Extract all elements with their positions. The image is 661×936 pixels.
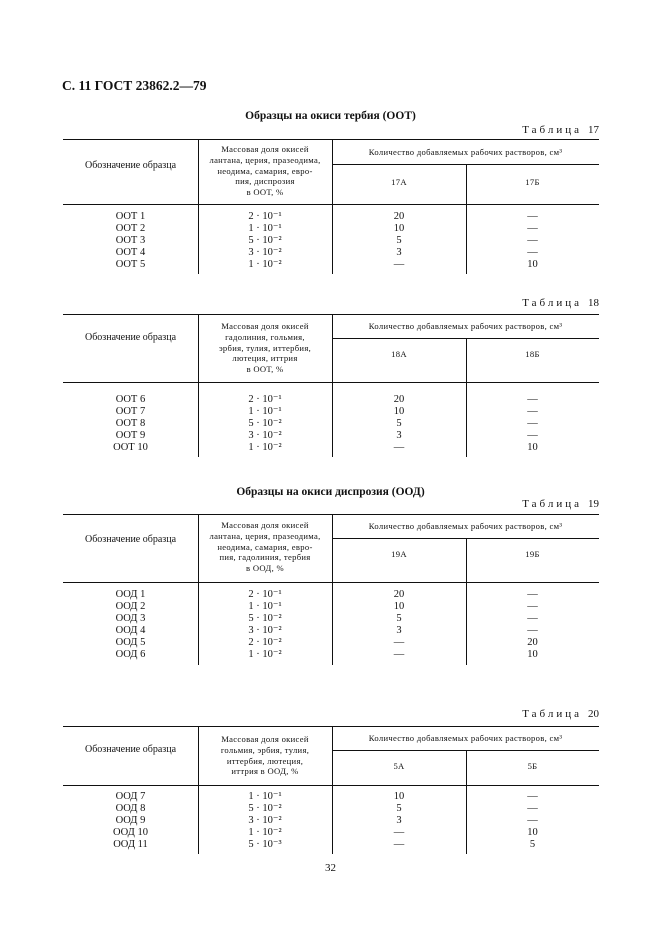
col-solution-amount: Количество добавляемых рабочих растворов, см³ <box>368 733 563 743</box>
section-title-terbium: Образцы на окиси тербия (ООТ) <box>245 110 416 122</box>
table-row: ООТ 8 5 · 10⁻² 5 — <box>115 418 538 429</box>
table-row: ООД 10 1 · 10⁻² — 10 <box>113 827 538 838</box>
table-row: ООД 4 3 · 10⁻² 3 — <box>115 625 538 636</box>
page-number: 32 <box>325 862 336 874</box>
table-row: ООД 6 1 · 10⁻² — 10 <box>115 649 538 660</box>
subcol-solution-a: 18А <box>391 349 407 359</box>
table-label-20: Таблица 20 <box>522 708 599 720</box>
subcol-solution-b: 5Б <box>527 761 538 771</box>
table-row: ООД 7 1 · 10⁻¹ 10 — <box>115 791 538 802</box>
col-sample-designation: Обозначение образца <box>84 744 177 755</box>
table-row: ООД 3 5 · 10⁻² 5 — <box>115 613 538 624</box>
table-label-19: Таблица 19 <box>522 498 599 510</box>
subcol-solution-b: 17Б <box>525 177 540 187</box>
col-solution-amount: Количество добавляемых рабочих растворов, см³ <box>368 147 563 157</box>
table-row: ООТ 10 1 · 10⁻² — 10 <box>113 442 538 453</box>
table-row: ООД 5 2 · 10⁻² — 20 <box>115 637 538 648</box>
table-row: ООД 8 5 · 10⁻² 5 — <box>115 803 538 814</box>
table-header <box>63 726 599 786</box>
col-sample-designation: Обозначение образца <box>84 332 177 343</box>
col-solution-amount: Количество добавляемых рабочих растворов, см³ <box>368 321 563 331</box>
subcol-solution-a: 19А <box>391 549 407 559</box>
table-row: ООД 1 2 · 10⁻¹ 20 — <box>115 589 538 600</box>
table-row: ООТ 6 2 · 10⁻¹ 20 — <box>115 394 538 405</box>
col-mass-fraction: Массовая доля окисей лантана, церия, празеодима, неодима, самария, евро- пия, диспрозия в ООТ, % <box>209 144 321 198</box>
subcol-solution-b: 18Б <box>525 349 540 359</box>
col-mass-fraction: Массовая доля окисей лантана, церия, празеодима, неодима, самария, евро- пия, гадолиния, тербия в ООД, % <box>209 520 321 574</box>
col-mass-fraction: Массовая доля окисей гольмия, эрбия, тулия, иттербия, лютеция, иттрия в ООД, % <box>220 734 310 777</box>
table-row: ООТ 1 2 · 10⁻¹ 20 — <box>115 211 538 222</box>
page-header: С. 11 ГОСТ 23862.2—79 <box>62 78 207 93</box>
table-header <box>63 314 599 383</box>
col-sample-designation: Обозначение образца <box>84 160 177 171</box>
subcol-solution-a: 17А <box>391 177 407 187</box>
table-row: ООТ 2 1 · 10⁻¹ 10 — <box>115 223 538 234</box>
col-mass-fraction: Массовая доля окисей гадолиния, гольмия, эрбия, тулия, иттербия, лютеция, иттрия в ООТ, % <box>218 321 312 375</box>
table-row: ООД 11 5 · 10⁻³ — 5 <box>113 839 536 850</box>
section-title-dysprosium: Образцы на окиси диспрозия (ООД) <box>236 486 425 498</box>
table-row: ООТ 7 1 · 10⁻¹ 10 — <box>115 406 538 417</box>
table-label-18: Таблица 18 <box>522 297 599 309</box>
table-row: ООТ 3 5 · 10⁻² 5 — <box>115 235 538 246</box>
subcol-solution-b: 19Б <box>525 549 540 559</box>
table-row: ООТ 5 1 · 10⁻² — 10 <box>115 259 538 270</box>
table-row: ООД 9 3 · 10⁻² 3 — <box>115 815 538 826</box>
table-header <box>63 514 599 583</box>
table-row: ООД 2 1 · 10⁻¹ 10 — <box>115 601 538 612</box>
subcol-solution-a: 5А <box>393 761 405 771</box>
col-sample-designation: Обозначение образца <box>84 534 177 545</box>
table-row: ООТ 9 3 · 10⁻² 3 — <box>115 430 538 441</box>
table-label-17: Таблица 17 <box>522 124 599 136</box>
table-header <box>63 139 599 205</box>
table-row: ООТ 4 3 · 10⁻² 3 — <box>115 247 538 258</box>
col-solution-amount: Количество добавляемых рабочих растворов, см³ <box>368 521 563 531</box>
